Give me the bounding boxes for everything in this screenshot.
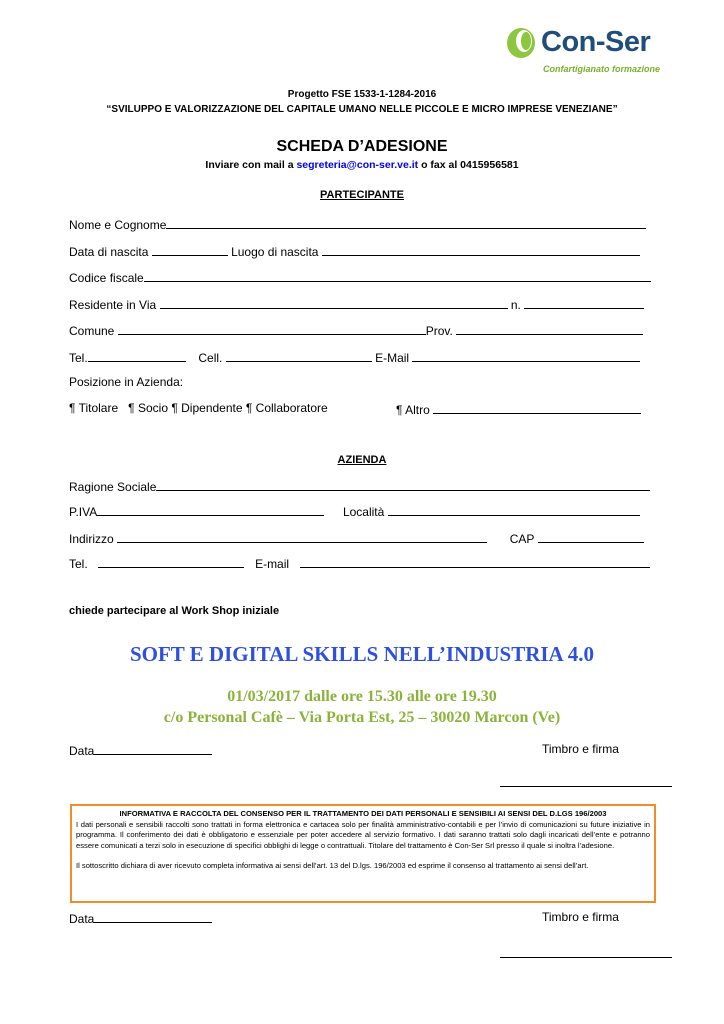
company-name-row [69,478,650,494]
participant-contacts-row [69,349,640,365]
sign2-date-row [69,910,212,926]
company-email-label: E-mail [255,557,290,571]
consent-body: I dati personali e sensibili raccolti sono trattati in forma elettronica e cartacea solo per finalità amministrativo-contabili e per l’invio di comunicazioni su future iniziative in programma. Il conferimento dei dati è obbligatorio e essenziale per poter accedere al servizio formativo. I dati saranno trattati solo dagli incaricati dell’ente e potranno essere comunicati a terzi solo in esecuzione di specifici obblighi di legge o contrattuali. Titolare del trattamento è Con-Ser Srl presso il quale si inoltra l’adesione. [76,819,650,850]
email-label: E-Mail [375,351,410,365]
birth-place-input[interactable] [322,243,640,256]
company-address-row [69,530,644,546]
birth-date-label: Data di nascita [69,245,149,259]
number-input[interactable] [524,296,644,309]
participant-name-row [69,216,646,232]
checkbox-icon[interactable]: ¶ [171,401,178,415]
sign2-date-input[interactable] [94,910,212,923]
logo-brand: Con-Ser [541,26,651,58]
workshop-title: SOFT E DIGITAL SKILLS NELL’INDUSTRIA 4.0 [129,642,595,666]
number-label: n. [510,298,521,312]
position-titolare[interactable]: ¶ Titolare [69,401,119,415]
tel-label: Tel. [69,351,88,365]
sign1-date-label: Data [69,744,95,758]
sign1-signature-line[interactable] [500,774,672,787]
position-label: Posizione in Azienda: [69,375,184,389]
birth-place-label: Luogo di nascita [231,245,319,259]
participant-address-row [69,296,644,312]
project-title: “SVILUPPO E VALORIZZAZIONE DEL CAPITALE UMANO NELLE PICCOLE E MICRO IMPRESE VENEZIANE” [106,104,618,115]
participant-birth-row [69,243,640,259]
birth-date-input[interactable] [152,243,228,256]
sign1-stamp-label: Timbro e firma [542,742,619,756]
request-text: chiede partecipare al Work Shop iniziale [69,605,280,617]
consent-box [70,804,656,903]
email-input[interactable] [412,349,640,362]
sign2-signature-line[interactable] [500,945,672,958]
company-vat-row [69,503,640,519]
company-name-label: Ragione Sociale [69,480,157,494]
zip-input[interactable] [538,530,644,543]
tax-code-label: Codice fiscale [69,271,144,285]
company-contacts-row [69,555,650,571]
province-input[interactable] [456,322,643,335]
company-tel-input[interactable] [98,555,244,568]
project-code: Progetto FSE 1533-1-1284-2016 [287,89,437,100]
street-label: Residente in Via [69,298,157,312]
logo-leaf-icon [505,26,541,60]
cell-label: Cell. [198,351,223,365]
consent-heading: INFORMATIVA E RACCOLTA DEL CONSENSO PER IL TRATTAMENTO DEI DATI PERSONALI E SENSIBILI AI SENSI DEL D.LGS 196/2003 [119,809,607,818]
consent-statement: Il sottoscritto dichiara di aver ricevuto completa informativa ai sensi dell’art. 13 del D.lgs. 196/2003 ed esprime il consenso al trattamento ai sensi dell’art. [76,861,589,870]
checkbox-icon[interactable]: ¶ [245,401,253,415]
locality-label: Località [342,505,385,519]
position-altro[interactable]: ¶ Altro [396,401,641,417]
send-suffix: o fax al 0415956581 [418,159,519,171]
checkbox-icon[interactable]: ¶ [396,403,403,417]
cell-input[interactable] [226,349,372,362]
address-label: Indirizzo [69,532,114,546]
altro-input[interactable] [433,401,641,414]
workshop-where: c/o Personal Cafè – Via Porta Est, 25 – 30020 Marcon (Ve) [163,709,561,726]
send-email-link[interactable]: segreteria@con-ser.ve.it [296,159,419,171]
logo-tagline: Confartigianato formazione [543,64,661,74]
workshop-when: 01/03/2017 dalle ore 15.30 alle ore 19.30 [227,688,497,705]
participant-taxcode-row [69,269,651,285]
position-socio[interactable]: ¶ Socio [128,401,168,415]
sign2-date-label: Data [69,912,95,926]
checkbox-icon[interactable]: ¶ [128,401,135,415]
zip-label: CAP [509,532,535,546]
send-instructions [0,159,724,171]
company-name-input[interactable] [156,478,650,491]
company-section-title: AZIENDA [337,454,387,466]
participant-section-title: PARTECIPANTE [320,189,404,201]
position-collaboratore[interactable]: ¶ Collaboratore [245,401,328,415]
company-tel-label: Tel. [69,557,88,571]
company-email-input[interactable] [300,555,650,568]
send-prefix: Inviare con mail a [205,159,297,171]
sign1-date-row [69,742,212,758]
position-options [69,401,328,415]
vat-input[interactable] [97,503,324,516]
name-input[interactable] [166,216,646,229]
participant-city-row [69,322,643,338]
address-input[interactable] [117,530,487,543]
tel-input[interactable] [88,349,186,362]
city-label: Comune [69,324,115,338]
position-dipendente[interactable]: ¶ Dipendente [171,401,243,415]
city-input[interactable] [118,322,426,335]
form-title: SCHEDA D’ADESIONE [276,138,448,155]
province-label: Prov. [425,324,453,338]
vat-label: P.IVA [69,505,98,519]
sign2-stamp-label: Timbro e firma [542,910,619,924]
sign1-date-input[interactable] [94,742,212,755]
tax-code-input[interactable] [144,269,651,282]
name-label: Nome e Cognome [69,218,167,232]
street-input[interactable] [160,296,508,309]
checkbox-icon[interactable]: ¶ [69,401,76,415]
locality-input[interactable] [388,503,640,516]
